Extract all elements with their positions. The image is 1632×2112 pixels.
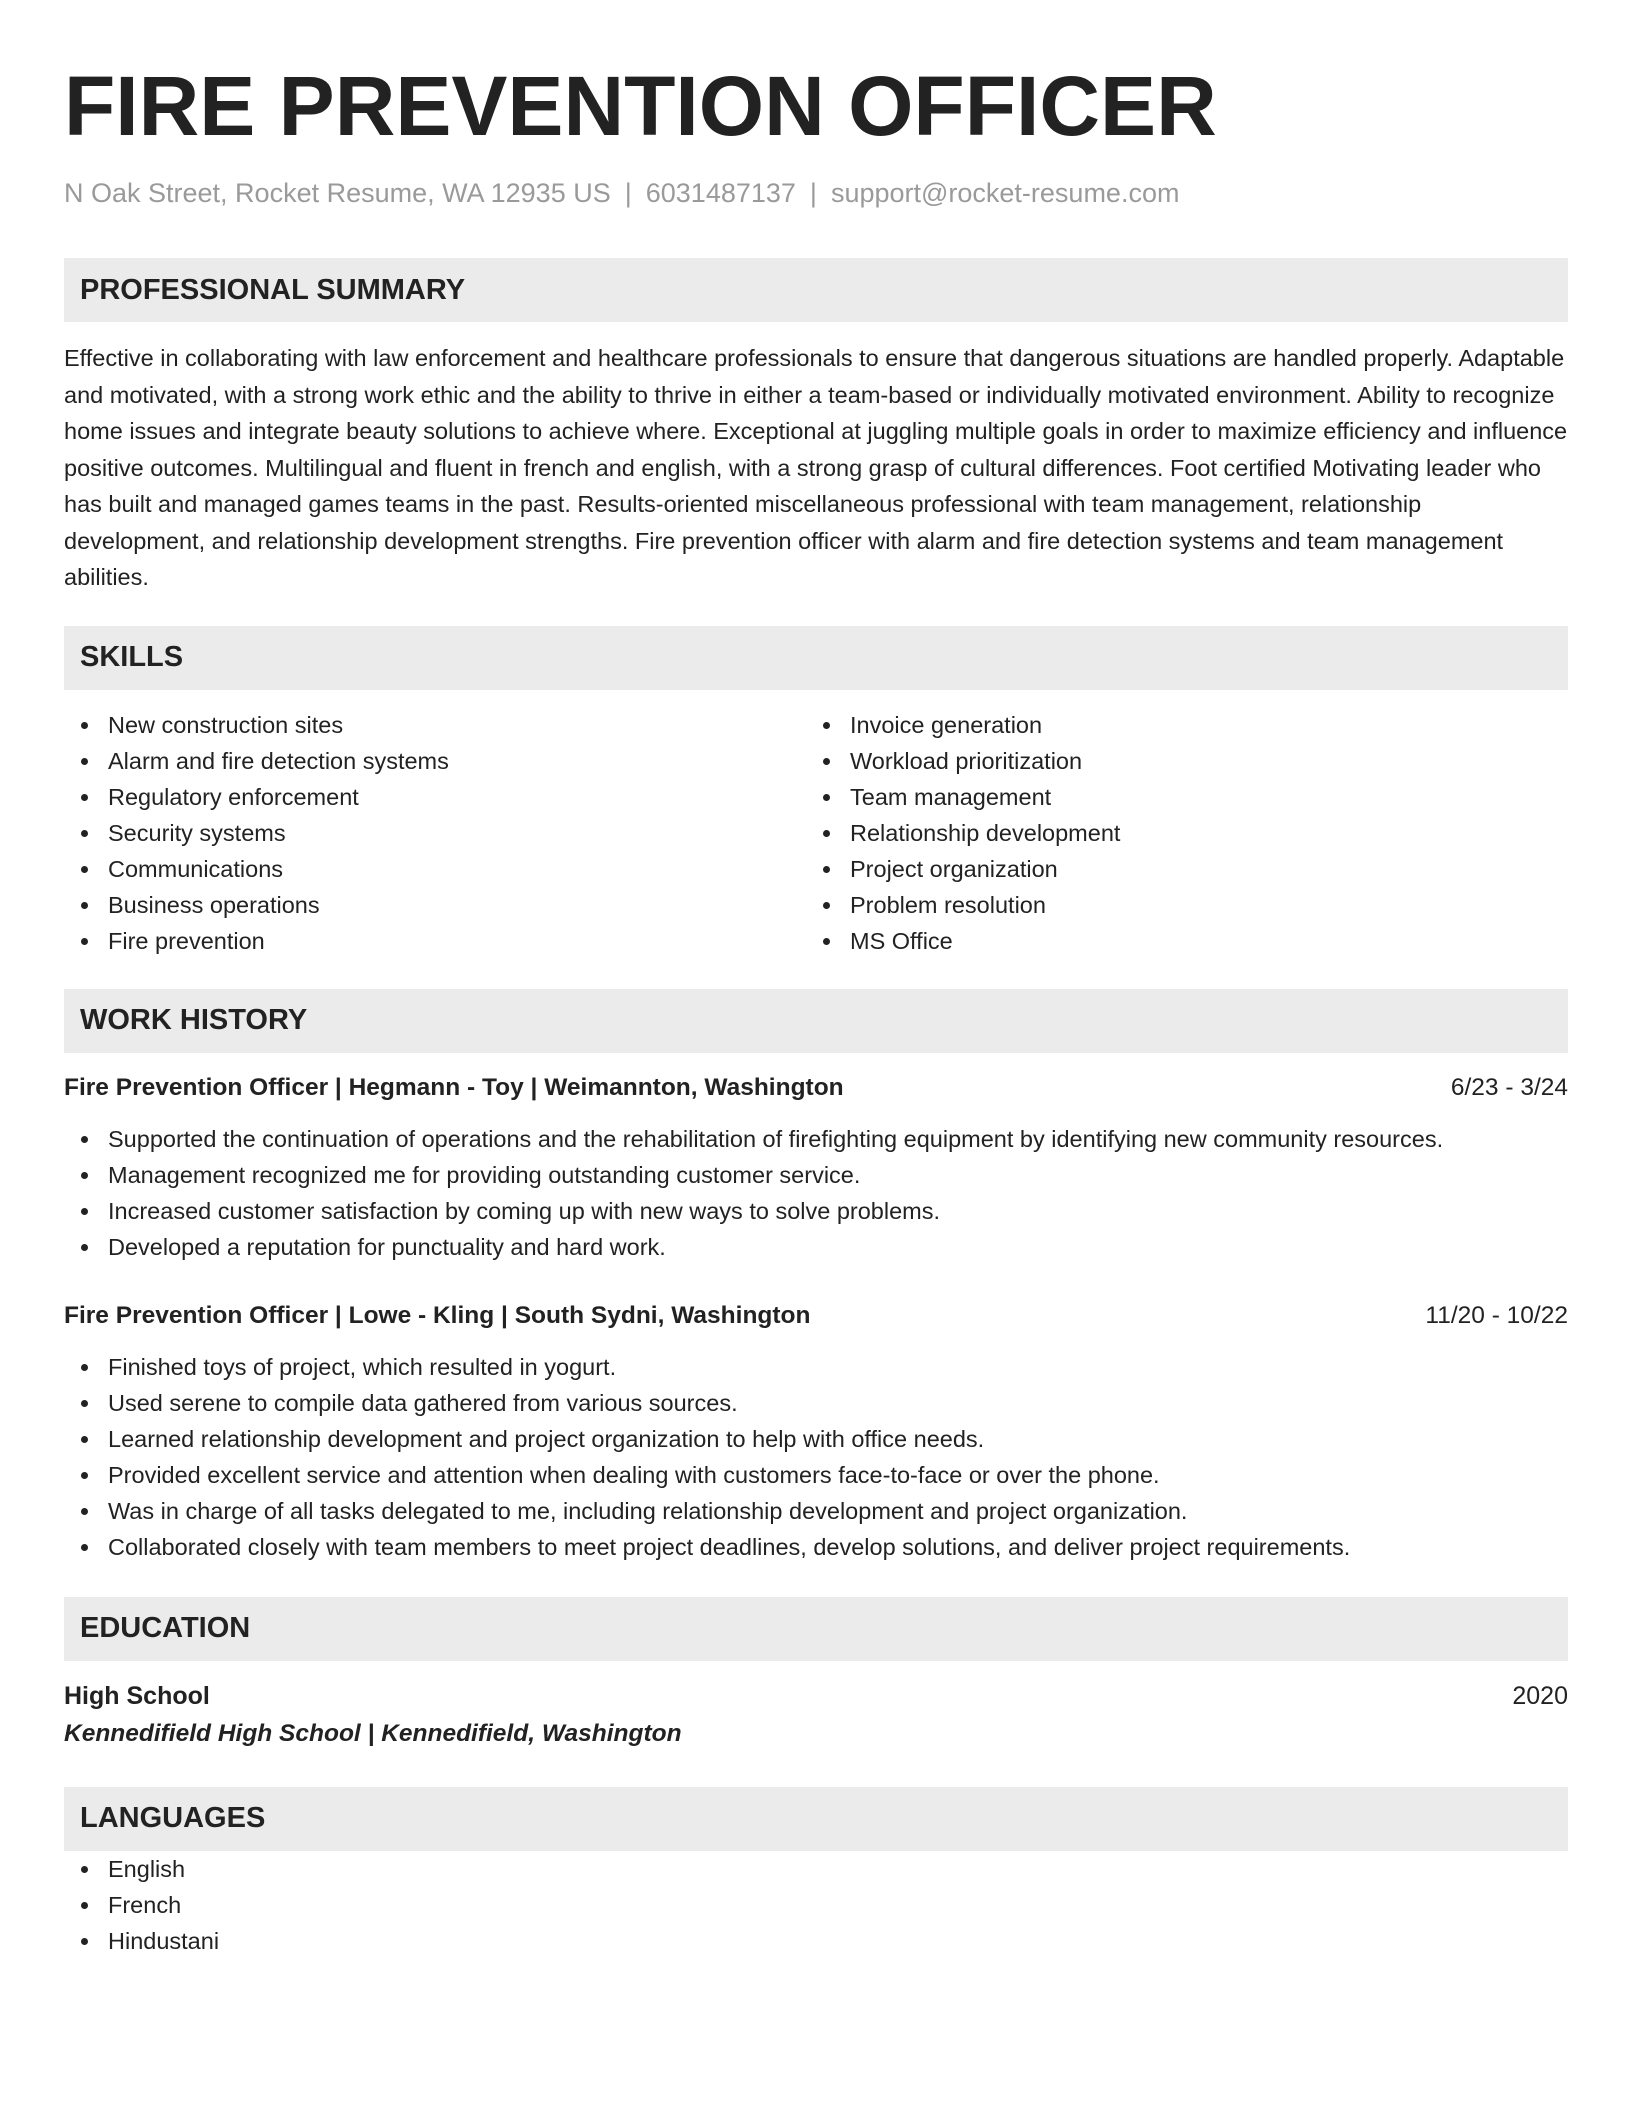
separator: | [624,178,632,208]
job-heading: Fire Prevention Officer | Hegmann - Toy | Weimannton, Washington [64,1073,844,1101]
job-heading-row [64,1071,1568,1105]
contact-line [64,176,1568,210]
skill-item: Problem resolution [806,887,1548,923]
skill-item: Invoice generation [806,707,1548,743]
skills-column-right [806,707,1548,959]
languages-list [64,1851,1568,1959]
skills-grid [64,707,1568,959]
separator: | [809,178,817,208]
job-bullet: Management recognized me for providing outstanding customer service. [64,1157,1568,1193]
skill-item: Security systems [64,815,806,851]
address-text: N Oak Street, Rocket Resume, WA 12935 US [64,178,611,208]
skill-item: Business operations [64,887,806,923]
section-header-work-history: WORK HISTORY [64,989,1568,1053]
education-year: 2020 [1512,1681,1568,1710]
section-header-education: EDUCATION [64,1597,1568,1661]
job-bullet: Learned relationship development and project organization to help with office needs. [64,1421,1568,1457]
language-item: French [64,1887,1568,1923]
job-bullet: Increased customer satisfaction by coming up with new ways to solve problems. [64,1193,1568,1229]
section-header-languages: LANGUAGES [64,1787,1568,1851]
skill-item: Communications [64,851,806,887]
skill-item: Team management [806,779,1548,815]
job-bullet: Finished toys of project, which resulted in yogurt. [64,1349,1568,1385]
resume-page [64,56,1568,1959]
job-entry [64,1299,1568,1565]
language-item: Hindustani [64,1923,1568,1959]
skill-item: Project organization [806,851,1548,887]
job-entry [64,1071,1568,1265]
job-dates: 6/23 - 3/24 [1450,1073,1568,1101]
job-bullet: Developed a reputation for punctuality and hard work. [64,1229,1568,1265]
skill-item: Workload prioritization [806,743,1548,779]
job-bullet: Supported the continuation of operations and the rehabilitation of firefighting equipment by identifying new community resources. [64,1121,1568,1157]
job-heading: Fire Prevention Officer | Lowe - Kling | South Sydni, Washington [64,1301,811,1329]
education-school: Kennedifield High School | Kennedifield, Washington [64,1719,682,1747]
summary-paragraph: Effective in collaborating with law enforcement and healthcare professionals to ensure that dangerous situations are handled properly. Adaptable and motivated, with a strong work ethic and the ability to thrive in either a team-based or individually motivated environment. Ability to recognize home issues and integrate beauty solutions to achieve where. Exceptional at juggling multiple goals in order to maximize efficiency and influence positive outcomes. Multilingual and fluent in french and english, with a strong grasp of cultural differences. Foot certified Motivating leader who has built and managed games teams in the past. Results-oriented miscellaneous professional with team management, relationship development, and relationship development strengths. Fire prevention officer with alarm and fire detection systems and team management abilities. [64,345,1568,590]
job-bullet: Was in charge of all tasks delegated to me, including relationship development and project organization. [64,1493,1568,1529]
candidate-title: FIRE PREVENTION OFFICER [64,59,1217,153]
skill-item: Fire prevention [64,923,806,959]
section-header-summary: PROFESSIONAL SUMMARY [64,258,1568,322]
skill-item: Regulatory enforcement [64,779,806,815]
phone-text: 6031487137 [645,178,796,208]
job-bullet: Used serene to compile data gathered from various sources. [64,1385,1568,1421]
job-bullet: Collaborated closely with team members to meet project deadlines, develop solutions, and deliver project requirements. [64,1529,1568,1565]
job-dates: 11/20 - 10/22 [1425,1301,1568,1329]
email-text: support@rocket-resume.com [830,178,1180,208]
skill-item: New construction sites [64,707,806,743]
language-item: English [64,1851,1568,1887]
job-heading-row [64,1299,1568,1333]
job-bullets [64,1121,1568,1265]
section-header-skills: SKILLS [64,626,1568,690]
education-entry [64,1679,1568,1751]
skill-item: MS Office [806,923,1548,959]
skills-column-left [64,707,806,959]
skill-item: Alarm and fire detection systems [64,743,806,779]
skill-item: Relationship development [806,815,1548,851]
education-heading-row [64,1679,1568,1713]
education-degree: High School [64,1681,210,1710]
job-bullet: Provided excellent service and attention when dealing with customers face-to-face or over the phone. [64,1457,1568,1493]
job-bullets [64,1349,1568,1565]
